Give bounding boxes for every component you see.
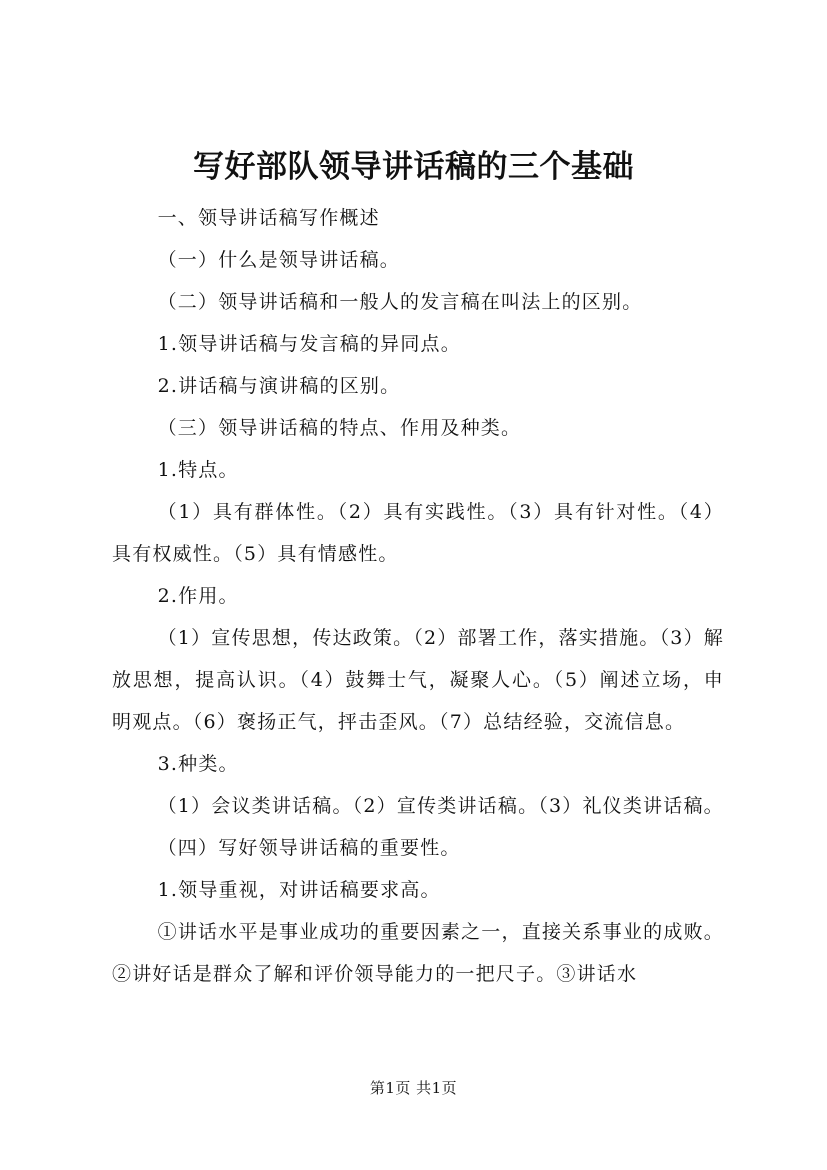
subsection-importance: （四）写好领导讲话稿的重要性。 [157,837,461,859]
item-speech-difference: 2.讲话稿与演讲稿的区别。 [157,375,401,397]
paragraph-features-list: （1）具有群体性。（2）具有实践性。（3）具有针对性。（4）具有权威性。（5）具有情感性。 [112,501,724,565]
subsection-naming-difference: （二）领导讲话稿和一般人的发言稿在叫法上的区别。 [157,291,643,313]
subsection-what-is: （一）什么是领导讲话稿。 [157,249,400,271]
paragraph-importance-details: ①讲话水平是事业成功的重要因素之一，直接关系事业的成败。②讲好话是群众了解和评价领导能力的一把尺子。③讲话水 [112,921,724,985]
document-title: 写好部队领导讲话稿的三个基础 [193,149,634,185]
page-footer: 第1页 共1页 [369,1079,458,1097]
item-features-heading: 1.特点。 [157,459,239,481]
item-functions-heading: 2.作用。 [157,585,239,607]
document-body [112,197,724,995]
section-heading-overview: 一、领导讲话稿写作概述 [157,207,380,229]
subsection-features: （三）领导讲话稿的特点、作用及种类。 [157,417,522,439]
item-types-heading: 3.种类。 [157,753,239,775]
paragraph-functions-list: （1）宣传思想，传达政策。（2）部署工作，落实措施。（3）解放思想，提高认识。（4）鼓舞士气，凝聚人心。（5）阐述立场，申明观点。（6）褒扬正气，抨击歪风。（7）总结经验，交流信息。 [112,627,724,733]
item-leader-attention: 1.领导重视，对讲话稿要求高。 [157,879,441,901]
paragraph-types-list: （1）会议类讲话稿。（2）宣传类讲话稿。（3）礼仪类讲话稿。 [157,795,724,817]
item-similarities: 1.领导讲话稿与发言稿的异同点。 [157,333,461,355]
